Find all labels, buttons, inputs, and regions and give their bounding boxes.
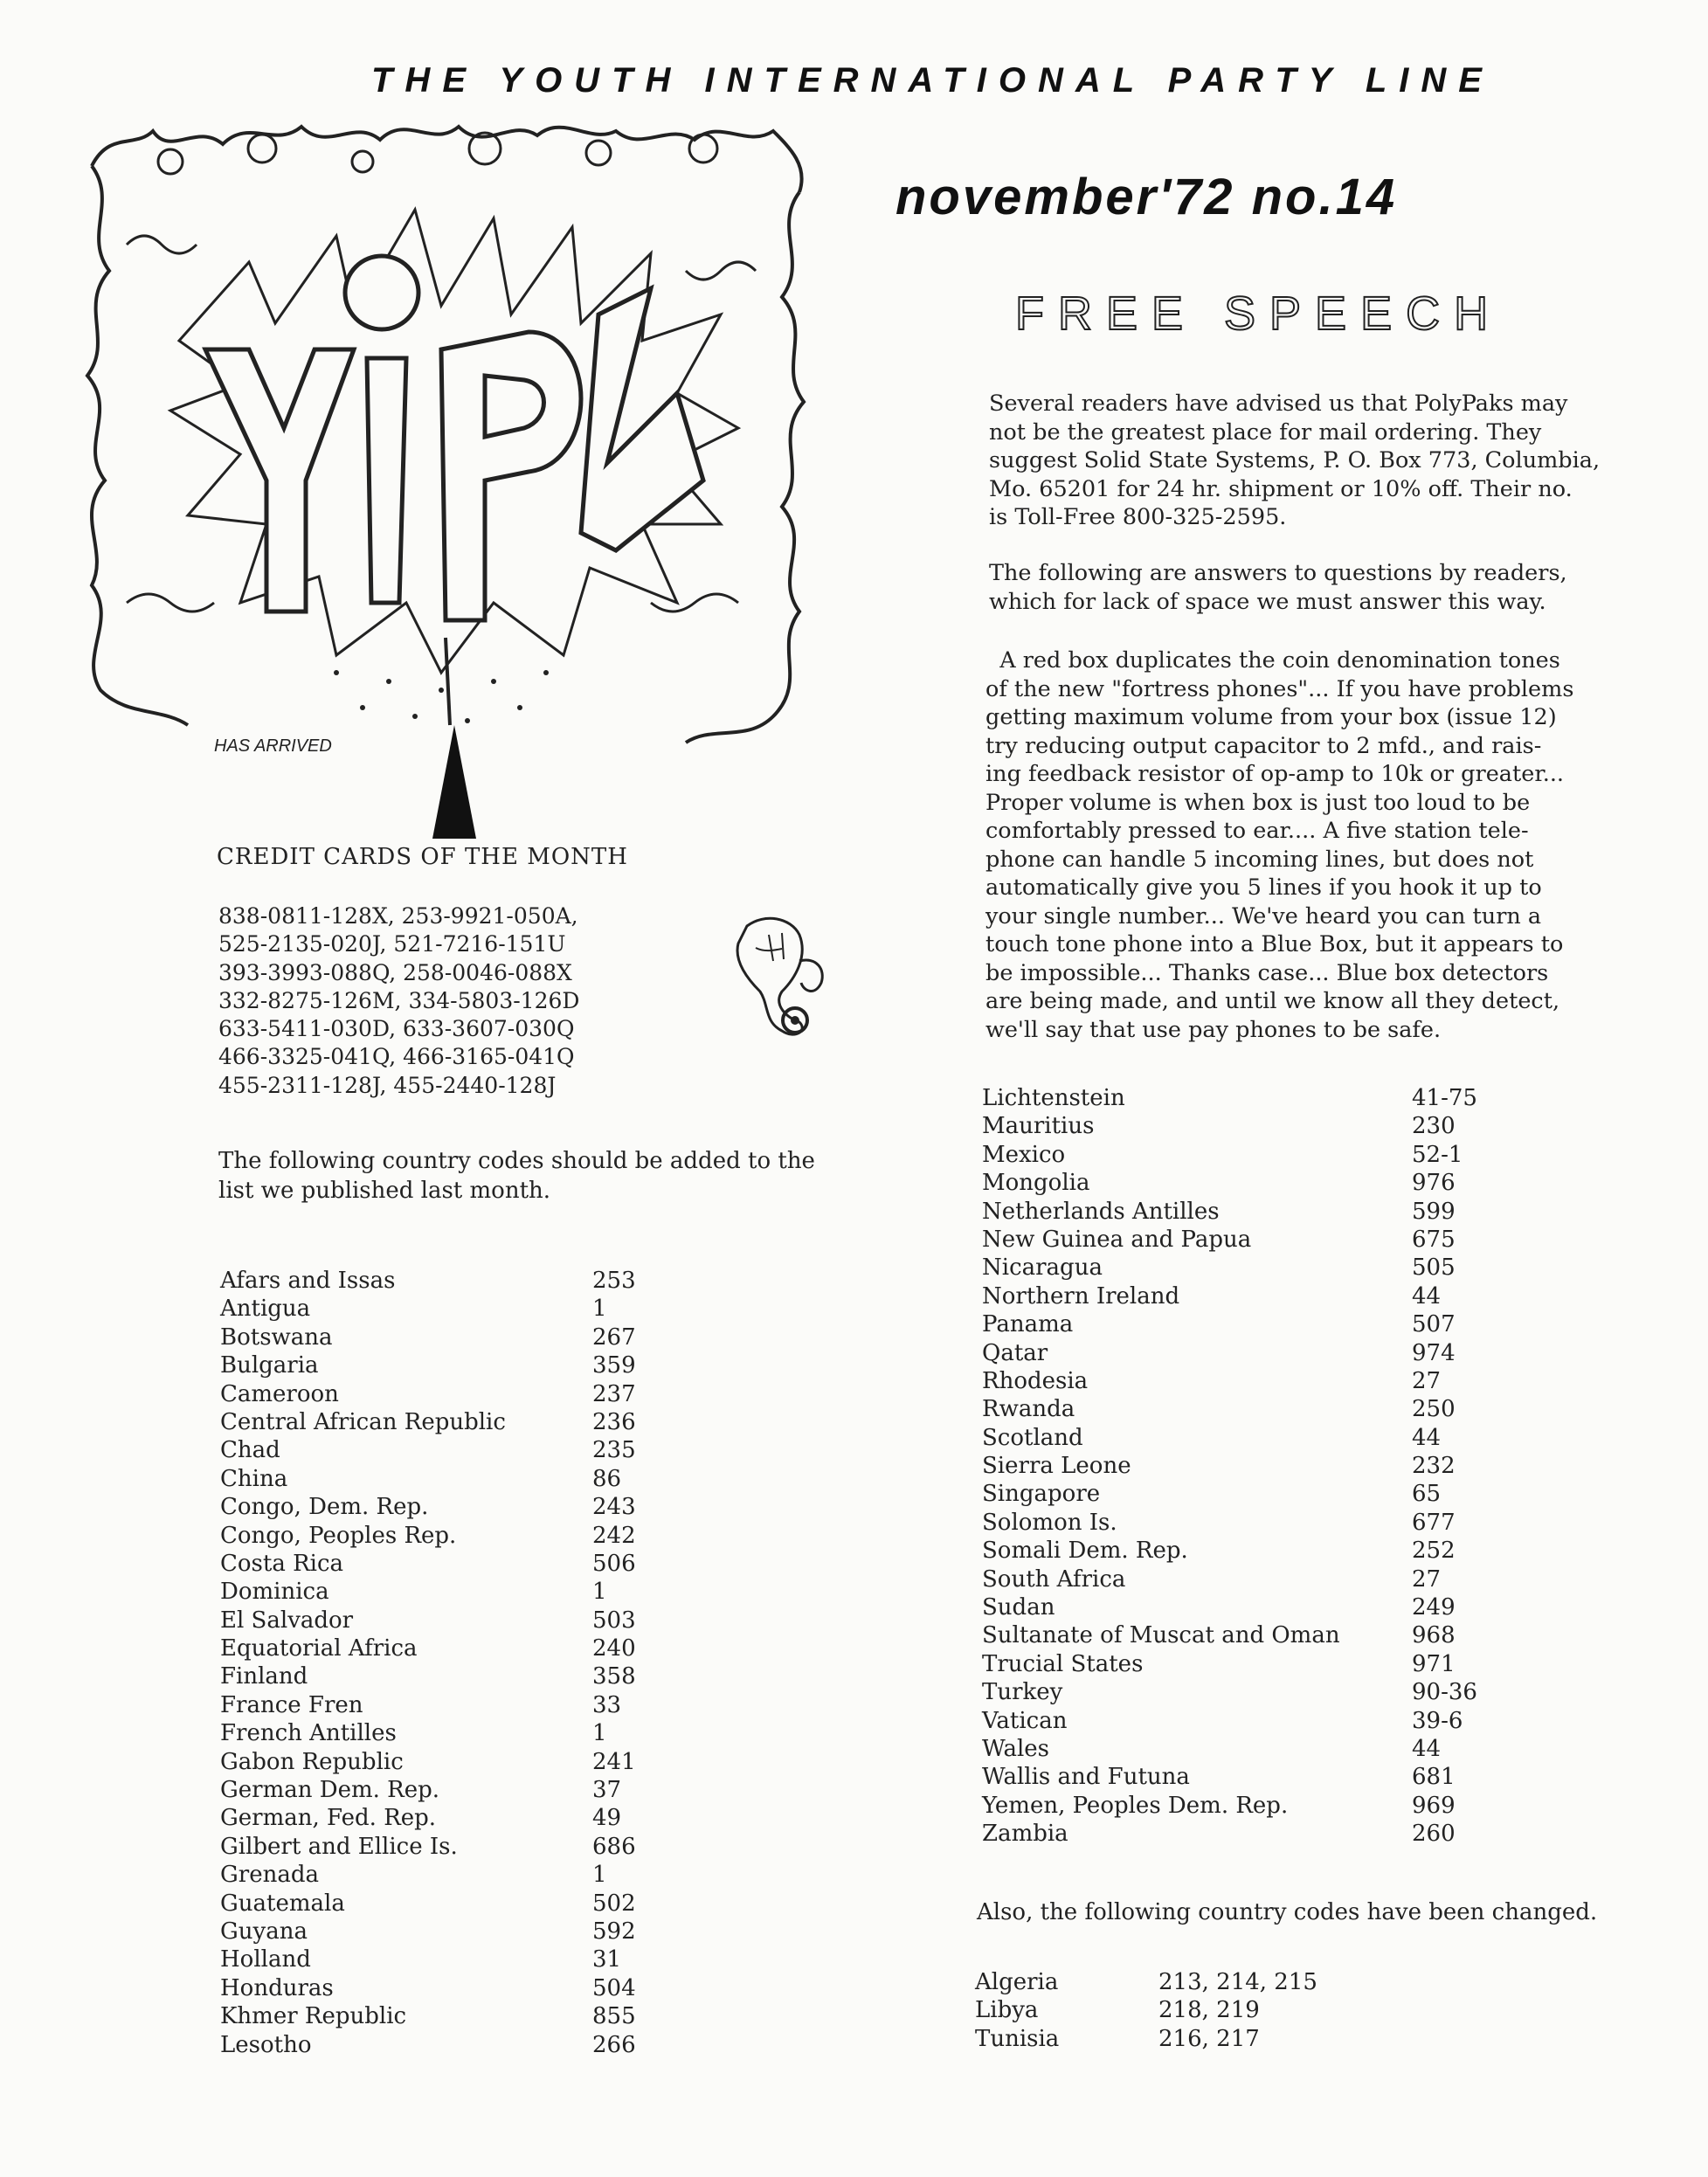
country-dialing-code: 505 xyxy=(1412,1254,1456,1282)
country-name: Mauritius xyxy=(982,1113,1095,1140)
text-line: which for lack of space we must answer this way. xyxy=(989,588,1546,615)
country-dialing-code: 33 xyxy=(592,1691,622,1718)
country-dialing-code: 266 xyxy=(592,2031,636,2058)
country-dialing-code: 31 xyxy=(592,1946,622,1973)
country-name: German, Fed. Rep. xyxy=(220,1805,437,1832)
country-dialing-code: 503 xyxy=(592,1607,636,1634)
free-speech-headline: FREE SPEECH xyxy=(1015,287,1503,340)
text-line: suggest Solid State Systems, P. O. Box 773, Columbia, xyxy=(989,447,1601,473)
country-dialing-code: 237 xyxy=(592,1380,636,1407)
country-dialing-code: 855 xyxy=(592,2003,636,2030)
country-name: El Salvador xyxy=(220,1607,354,1634)
country-name: Mongolia xyxy=(982,1170,1090,1197)
text-line: getting maximum volume from your box (issue 12) xyxy=(985,704,1557,730)
country-dialing-code: 677 xyxy=(1412,1509,1456,1536)
country-name: Rwanda xyxy=(982,1396,1075,1423)
country-dialing-code: 974 xyxy=(1412,1339,1456,1366)
text-line: not be the greatest place for mail ordering. They xyxy=(989,418,1542,446)
country-dialing-code: 216, 217 xyxy=(1158,2025,1260,2052)
country-name: Tunisia xyxy=(975,2025,1060,2052)
country-name: French Antilles xyxy=(220,1720,397,1747)
country-name: Gilbert and Ellice Is. xyxy=(220,1833,458,1860)
country-name: Botswana xyxy=(220,1323,333,1351)
country-dialing-code: 599 xyxy=(1412,1198,1456,1225)
country-dialing-code: 39-6 xyxy=(1412,1707,1463,1734)
country-name: Trucial States xyxy=(982,1650,1144,1677)
country-dialing-code: 240 xyxy=(592,1635,636,1662)
country-dialing-code: 44 xyxy=(1412,1735,1442,1762)
country-dialing-code: 41-75 xyxy=(1412,1085,1477,1111)
country-dialing-code: 260 xyxy=(1412,1821,1456,1848)
text-line: are being made, and until we know all they detect, xyxy=(985,988,1560,1014)
country-name: Afars and Issas xyxy=(220,1268,396,1294)
country-dialing-code: 27 xyxy=(1412,1367,1442,1394)
country-dialing-code: 232 xyxy=(1412,1453,1456,1480)
text-line: A red box duplicates the coin denomination tones xyxy=(985,647,1560,674)
country-dialing-code: 358 xyxy=(592,1663,636,1690)
reader-answers-paragraph xyxy=(985,646,1573,1044)
country-dialing-code: 230 xyxy=(1412,1113,1456,1140)
credit-card-line: 332-8275-126M, 334-5803-126D xyxy=(218,987,580,1013)
text-line: is Toll-Free 800-325-2595. xyxy=(989,504,1287,530)
country-name: Sudan xyxy=(982,1594,1055,1621)
country-name: Qatar xyxy=(982,1339,1048,1366)
text-line: The following country codes should be added to the xyxy=(218,1148,815,1174)
country-dialing-code: 86 xyxy=(592,1465,622,1492)
text-line: of the new "fortress phones"... If you have problems xyxy=(985,675,1574,702)
country-name: Panama xyxy=(982,1311,1074,1338)
country-dialing-code: 252 xyxy=(1412,1538,1456,1565)
country-dialing-code: 507 xyxy=(1412,1311,1456,1338)
country-dialing-code: 971 xyxy=(1412,1650,1456,1677)
text-line: your single number... We've heard you can turn a xyxy=(985,902,1542,930)
country-dialing-code: 1 xyxy=(592,1862,607,1889)
country-dialing-code: 243 xyxy=(592,1494,636,1521)
country-name: Mexico xyxy=(982,1141,1066,1168)
country-dialing-code: 213, 214, 215 xyxy=(1158,1969,1317,1995)
country-name: Costa Rica xyxy=(220,1550,344,1577)
country-dialing-code: 44 xyxy=(1412,1424,1442,1451)
country-name: Equatorial Africa xyxy=(220,1635,418,1662)
country-dialing-code: 502 xyxy=(592,1890,636,1917)
country-name: Congo, Dem. Rep. xyxy=(220,1494,429,1521)
country-name: Scotland xyxy=(982,1424,1083,1451)
credit-card-line: 838-0811-128X, 253-9921-050A, xyxy=(218,903,578,929)
country-name: Chad xyxy=(220,1437,280,1464)
country-name: Lesotho xyxy=(220,2031,312,2058)
answers-intro-paragraph xyxy=(989,559,1567,616)
country-name: Honduras xyxy=(220,1974,334,2001)
country-name: Zambia xyxy=(982,1821,1068,1848)
country-dialing-code: 976 xyxy=(1412,1170,1456,1197)
country-dialing-code: 37 xyxy=(592,1777,622,1804)
country-dialing-code: 27 xyxy=(1412,1565,1442,1593)
credit-cards-title: CREDIT CARDS OF THE MONTH xyxy=(217,844,628,870)
figure-doodle xyxy=(721,909,834,1040)
issue-date-number: november'72 no.14 xyxy=(895,169,1398,225)
country-name: Dominica xyxy=(220,1579,329,1606)
country-dialing-code: 1 xyxy=(592,1579,607,1606)
text-line: try reducing output capacitor to 2 mfd., and rais- xyxy=(985,732,1542,759)
country-name: Rhodesia xyxy=(982,1367,1089,1394)
text-line: be impossible... Thanks case... Blue box detectors xyxy=(985,959,1549,986)
country-name: New Guinea and Papua xyxy=(982,1226,1252,1253)
text-line: touch tone phone into a Blue Box, but it appears to xyxy=(985,931,1564,957)
country-dialing-code: 686 xyxy=(592,1833,636,1860)
country-name: Guyana xyxy=(220,1918,308,1945)
country-name: Holland xyxy=(220,1946,311,1973)
country-dialing-code: 236 xyxy=(592,1408,636,1435)
country-name: Solomon Is. xyxy=(982,1509,1117,1536)
masthead-title: THE YOUTH INTERNATIONAL PARTY LINE xyxy=(371,61,1494,100)
country-name: Yemen, Peoples Dem. Rep. xyxy=(982,1792,1289,1819)
country-name: Singapore xyxy=(982,1481,1101,1508)
text-line: Proper volume is when box is just too loud to be xyxy=(985,789,1531,816)
country-dialing-code: 249 xyxy=(1412,1594,1456,1621)
country-dialing-code: 506 xyxy=(592,1550,636,1577)
country-name: Somali Dem. Rep. xyxy=(982,1538,1188,1565)
country-dialing-code: 968 xyxy=(1412,1622,1456,1649)
country-dialing-code: 1 xyxy=(592,1720,607,1747)
country-name: Guatemala xyxy=(220,1890,345,1917)
country-dialing-code: 241 xyxy=(592,1748,636,1775)
yipl-logo-illustration xyxy=(74,114,826,839)
country-name: Turkey xyxy=(982,1679,1063,1706)
country-name: Libya xyxy=(975,1997,1039,2024)
credit-card-line: 525-2135-020J, 521-7216-151U xyxy=(218,931,566,957)
country-name: Khmer Republic xyxy=(220,2003,407,2030)
country-name: Antigua xyxy=(220,1296,311,1323)
country-dialing-code: 681 xyxy=(1412,1764,1456,1791)
text-line: phone can handle 5 incoming lines, but does not xyxy=(985,846,1534,873)
credit-card-line: 633-5411-030D, 633-3607-030Q xyxy=(218,1016,575,1042)
country-dialing-code: 52-1 xyxy=(1412,1141,1463,1168)
country-name: Finland xyxy=(220,1663,308,1690)
country-name: Netherlands Antilles xyxy=(982,1198,1220,1225)
country-name: Algeria xyxy=(975,1969,1059,1995)
country-name: Gabon Republic xyxy=(220,1748,404,1775)
text-line: ing feedback resistor of op-amp to 10k or greater... xyxy=(985,761,1565,787)
country-dialing-code: 504 xyxy=(592,1974,636,2001)
text-line: Several readers have advised us that PolyPaks may xyxy=(989,390,1568,417)
country-dialing-code: 250 xyxy=(1412,1396,1456,1423)
country-dialing-code: 235 xyxy=(592,1437,636,1464)
country-name: Northern Ireland xyxy=(982,1282,1180,1310)
text-line: we'll say that use pay phones to be safe. xyxy=(985,1016,1442,1043)
changed-codes-note: Also, the following country codes have been changed. xyxy=(977,1899,1598,1925)
country-dialing-code: 969 xyxy=(1412,1792,1456,1819)
country-dialing-code: 267 xyxy=(592,1323,636,1351)
credit-card-list xyxy=(218,902,579,1100)
country-dialing-code: 242 xyxy=(592,1522,636,1549)
logo-caption: HAS ARRIVED xyxy=(214,736,332,756)
text-line: Mo. 65201 for 24 hr. shipment or 10% off. Their no. xyxy=(989,475,1573,502)
country-name: Cameroon xyxy=(220,1380,339,1407)
credit-card-line: 466-3325-041Q, 466-3165-041Q xyxy=(218,1044,575,1070)
country-name: Grenada xyxy=(220,1862,319,1889)
country-name: South Africa xyxy=(982,1565,1126,1593)
text-line: automatically give you 5 lines if you hook it up to xyxy=(985,874,1542,901)
credit-card-line: 393-3993-088Q, 258-0046-088X xyxy=(218,959,572,985)
country-dialing-code: 253 xyxy=(592,1268,636,1294)
country-dialing-code: 49 xyxy=(592,1805,622,1832)
country-name: Bulgaria xyxy=(220,1352,319,1379)
country-name: Central African Republic xyxy=(220,1408,506,1435)
country-dialing-code: 592 xyxy=(592,1918,636,1945)
country-dialing-code: 359 xyxy=(592,1352,636,1379)
country-name: China xyxy=(220,1465,288,1492)
country-name: Wallis and Futuna xyxy=(982,1764,1190,1791)
country-dialing-code: 1 xyxy=(592,1296,607,1323)
text-line: list we published last month. xyxy=(218,1178,551,1204)
intro-paragraph xyxy=(989,390,1600,532)
country-name: Lichtenstein xyxy=(982,1085,1125,1111)
country-name: Wales xyxy=(982,1735,1050,1762)
added-codes-note xyxy=(218,1146,815,1206)
text-line: The following are answers to questions by readers, xyxy=(989,560,1567,586)
text-line: comfortably pressed to ear.... A five station tele- xyxy=(985,818,1529,844)
country-name: Vatican xyxy=(982,1707,1068,1734)
country-name: France Fren xyxy=(220,1691,363,1718)
country-name: Nicaragua xyxy=(982,1254,1103,1282)
country-dialing-code: 65 xyxy=(1412,1481,1442,1508)
country-name: Congo, Peoples Rep. xyxy=(220,1522,457,1549)
country-dialing-code: 44 xyxy=(1412,1282,1442,1310)
country-dialing-code: 675 xyxy=(1412,1226,1456,1253)
country-name: German Dem. Rep. xyxy=(220,1777,440,1804)
country-name: Sultanate of Muscat and Oman xyxy=(982,1622,1340,1649)
country-dialing-code: 218, 219 xyxy=(1158,1997,1260,2024)
credit-card-line: 455-2311-128J, 455-2440-128J xyxy=(218,1072,557,1098)
country-dialing-code: 90-36 xyxy=(1412,1679,1477,1706)
country-name: Sierra Leone xyxy=(982,1453,1131,1480)
